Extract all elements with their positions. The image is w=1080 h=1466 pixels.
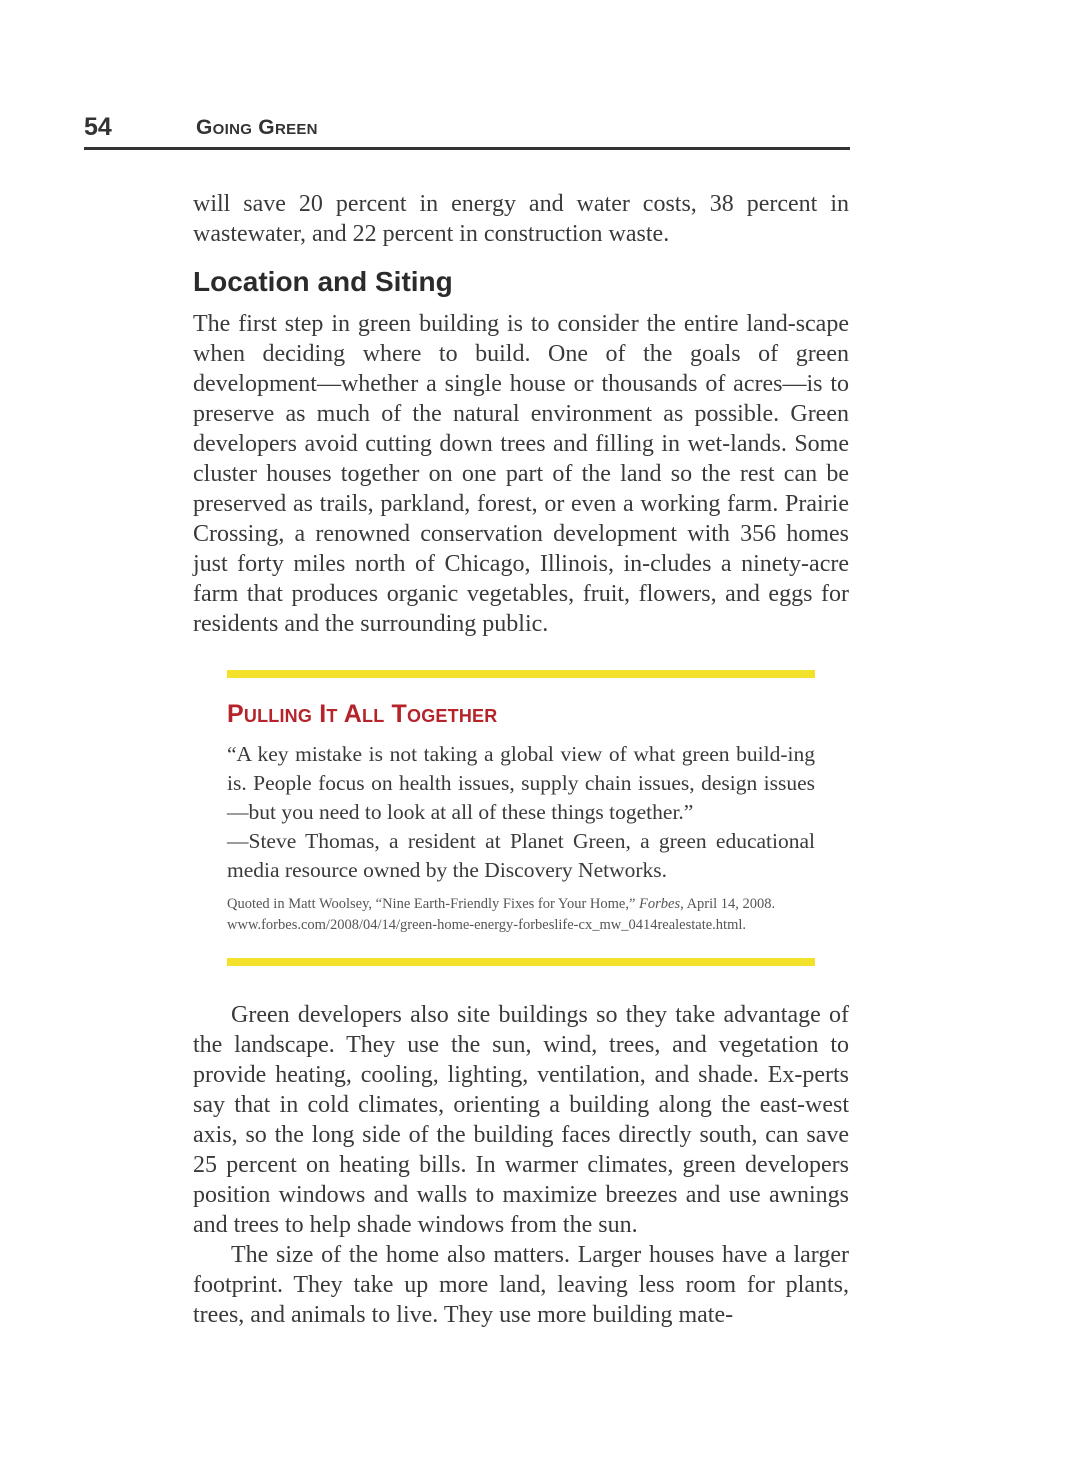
intro-paragraph-block	[193, 189, 849, 249]
intro-paragraph: will save 20 percent in energy and water costs, 38 percent in wastewater, and 22 percent in construction waste.	[193, 191, 849, 247]
running-title: Going Green	[196, 116, 318, 139]
section-heading: Location and Siting	[193, 266, 453, 297]
sidebar-source	[227, 894, 815, 936]
section-paragraph: The first step in green building is to consider the entire land-scape when deciding where to build. One of the goals of green development—whether a single house or thousands of acres—is to preserve as much of the natural environment as possible. Green developers avoid cutting down trees and filling in wet-lands. Some cluster houses together on one part of the land so the rest can be preserved as trails, parkland, forest, or even a working farm. Prairie Crossing, a renowned conservation development with 356 homes just forty miles north of Chicago, Illinois, in-cludes a ninety-acre farm that produces organic vegetables, fruit, flowers, and eggs for residents and the surrounding public.	[193, 311, 849, 637]
sidebar-bottom-rule	[227, 958, 815, 966]
sidebar-source-publication: Forbes	[639, 896, 681, 912]
body-paragraph: The size of the home also matters. Larger houses have a larger footprint. They take up more land, leaving less room for plants, trees, and animals to live. They use more building mate-	[193, 1242, 849, 1328]
sidebar-box	[227, 670, 815, 967]
sidebar-source-prefix: Quoted in Matt Woolsey, “Nine Earth-Friendly Fixes for Your Home,”	[227, 896, 640, 912]
body-paragraph: Green developers also site buildings so they take advantage of the landscape. They use the sun, wind, trees, and vegetation to provide heating, cooling, lighting, ventilation, and shade. Ex-perts say that in cold climates, orienting a building along the east-west axis, so the long side of the building faces directly south, can save 25 percent on heating bills. In warmer climates, green developers position windows and walls to maximize breezes and use awnings and trees to help shade windows from the sun.	[193, 1002, 849, 1238]
sidebar-attribution: —Steve Thomas, a resident at Planet Green, a green educational media resource owned by the Discovery Networks.	[227, 829, 815, 882]
sidebar-quote-text: “A key mistake is not taking a global view of what green build-ing is. People focus on health issues, supply chain issues, design issues—but you need to look at all of these things together.”	[227, 742, 815, 824]
sidebar-heading: Pulling It All Together	[227, 700, 498, 728]
section-paragraph-block	[193, 309, 849, 639]
sidebar-source-suffix: , April 14, 2008. www.forbes.com/2008/04/14/green-home-energy-forbeslife-cx_mw_0414realestate.html.	[227, 896, 776, 933]
page-number: 54	[84, 113, 112, 141]
body-text-block	[193, 1000, 849, 1330]
sidebar-quote	[227, 740, 815, 885]
sidebar-top-rule	[227, 670, 815, 678]
running-head	[84, 111, 850, 150]
